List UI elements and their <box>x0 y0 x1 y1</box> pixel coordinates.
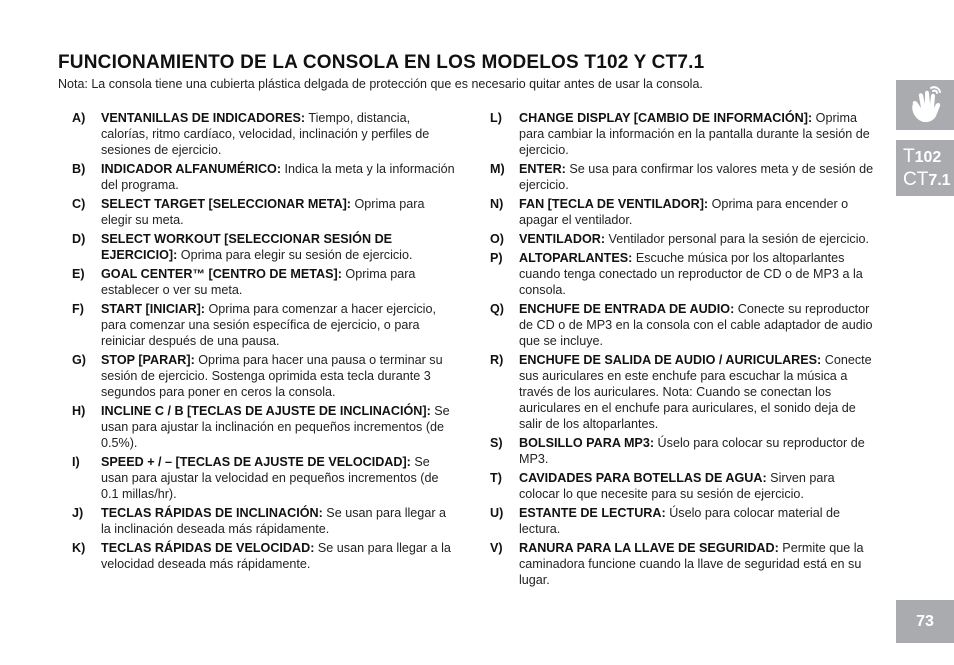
item-letter: K) <box>72 541 86 555</box>
item-label: VENTILADOR: <box>519 232 606 246</box>
item-letter: V) <box>490 541 503 555</box>
list-item <box>490 250 874 298</box>
item-letter: S) <box>490 436 503 450</box>
item-letter: J) <box>72 506 84 520</box>
item-text: Se usan para llegar a la velocidad deseada más rápidamente. <box>101 541 451 571</box>
model-badge <box>896 140 954 196</box>
item-label: INDICADOR ALFANUMÉRICO: <box>101 162 282 176</box>
list-item <box>72 161 456 193</box>
item-letter: U) <box>490 506 504 520</box>
item-label: INCLINE C / B [TECLAS DE AJUSTE DE INCLINACIÓN]: <box>101 404 431 418</box>
item-text: Se usan para ajustar la velocidad en pequeños incrementos (de 0.1 millas/hr). <box>101 455 439 501</box>
item-text: Conecte su reproductor de CD o de MP3 en la consola con el cable adaptador de audio que se incluye. <box>519 302 873 348</box>
item-letter: C) <box>72 197 86 211</box>
model-prefix: T <box>903 146 915 167</box>
item-letter: O) <box>490 232 504 246</box>
right-column <box>490 110 874 591</box>
left-column <box>72 110 456 575</box>
list-item <box>72 196 456 228</box>
item-label: ENCHUFE DE SALIDA DE AUDIO / AURICULARES: <box>519 353 822 367</box>
item-label: ESTANTE DE LECTURA: <box>519 506 666 520</box>
item-letter: G) <box>72 353 86 367</box>
item-text: Escuche música por los altoparlantes cuando tenga conectado un reproductor de CD o de MP3 a la consola. <box>519 251 863 297</box>
page-title: FUNCIONAMIENTO DE LA CONSOLA EN LOS MODELOS T102 Y CT7.1 <box>58 52 705 73</box>
item-text: Oprima para encender o apagar el ventilador. <box>519 197 849 227</box>
hand-pointer-icon <box>905 84 945 126</box>
item-letter: H) <box>72 404 86 418</box>
list-item <box>72 110 456 158</box>
item-text: Se usa para confirmar los valores meta y de sesión de ejercicio. <box>519 162 874 192</box>
item-label: FAN [TECLA DE VENTILADOR]: <box>519 197 709 211</box>
item-letter: D) <box>72 232 86 246</box>
item-text: Oprima para comenzar a hacer ejercicio, para comenzar una sesión específica de ejercicio, o para reiniciar después de una pausa. <box>101 302 436 348</box>
list-item <box>72 231 456 263</box>
model-prefix: CT <box>903 169 929 190</box>
list-item <box>72 454 456 502</box>
list-item <box>490 470 874 502</box>
item-text: Oprima para cambiar la información en la pantalla durante la sesión de ejercicio. <box>519 111 870 157</box>
item-letter: E) <box>72 267 85 281</box>
item-letter: R) <box>490 353 504 367</box>
item-label: SELECT WORKOUT [SELECCIONAR SESIÓN DE EJERCICIO]: <box>101 232 393 262</box>
item-letter: F) <box>72 302 84 316</box>
item-text: Oprima para establecer o ver su meta. <box>101 267 416 297</box>
item-label: SPEED + / – [TECLAS DE AJUSTE DE VELOCIDAD]: <box>101 455 411 469</box>
list-item <box>490 301 874 349</box>
item-letter: A) <box>72 111 86 125</box>
item-letter: P) <box>490 251 503 265</box>
item-letter: Q) <box>490 302 504 316</box>
model-number: 7.1 <box>928 172 951 189</box>
item-label: STOP [PARAR]: <box>101 353 195 367</box>
model-line-t102 <box>903 146 941 169</box>
list-item <box>490 161 874 193</box>
item-label: ENCHUFE DE ENTRADA DE AUDIO: <box>519 302 735 316</box>
page-number: 73 <box>896 600 954 643</box>
item-label: START [INICIAR]: <box>101 302 205 316</box>
item-label: CAVIDADES PARA BOTELLAS DE AGUA: <box>519 471 767 485</box>
item-letter: I) <box>72 455 80 469</box>
item-label: CHANGE DISPLAY [CAMBIO DE INFORMACIÓN]: <box>519 111 813 125</box>
item-text: Úselo para colocar material de lectura. <box>519 506 840 536</box>
item-label: ALTOPARLANTES: <box>519 251 633 265</box>
item-label: VENTANILLAS DE INDICADORES: <box>101 111 306 125</box>
item-label: RANURA PARA LA LLAVE DE SEGURIDAD: <box>519 541 779 555</box>
item-letter: T) <box>490 471 502 485</box>
console-note: Nota: La consola tiene una cubierta plástica delgada de protección que es necesario quitar antes de usar la consola. <box>58 77 703 91</box>
item-letter: M) <box>490 162 505 176</box>
model-number: 102 <box>914 149 942 166</box>
list-item <box>490 110 874 158</box>
item-label: BOLSILLO PARA MP3: <box>519 436 655 450</box>
item-label: GOAL CENTER™ [CENTRO DE METAS]: <box>101 267 342 281</box>
item-text: Se usan para llegar a la inclinación deseada más rápidamente. <box>101 506 447 536</box>
item-label: TECLAS RÁPIDAS DE VELOCIDAD: <box>101 541 315 555</box>
list-item <box>490 435 874 467</box>
item-text: Se usan para ajustar la inclinación en pequeños incrementos (de 0.5%). <box>101 404 450 450</box>
item-text: Oprima para elegir su meta. <box>101 197 425 227</box>
list-item <box>72 266 456 298</box>
list-item <box>490 196 874 228</box>
item-text: Permite que la caminadora funcione cuando la llave de seguridad está en su lugar. <box>519 541 864 587</box>
item-text: Conecte sus auriculares en este enchufe para escuchar la música a través de los auriculares. Nota: Cuando se conectan los auriculares en el enchufe para auriculares, el sonido deja de salir de los altoparlantes. <box>519 353 872 431</box>
item-text: Tiempo, distancia, calorías, ritmo cardíaco, velocidad, inclinación y perfiles de sesiones de ejercicio. <box>101 111 430 157</box>
list-item <box>72 505 456 537</box>
item-label: SELECT TARGET [SELECCIONAR META]: <box>101 197 351 211</box>
item-text: Indica la meta y la información del programa. <box>101 162 455 192</box>
item-text: Oprima para hacer una pausa o terminar su sesión de ejercicio. Sostenga oprimida esta tecla durante 3 segundos para poner en ceros la consola. <box>101 353 443 399</box>
model-line-ct71 <box>903 169 951 192</box>
item-text: Oprima para elegir su sesión de ejercicio. <box>177 248 413 262</box>
list-item <box>490 231 874 247</box>
item-text: Úselo para colocar su reproductor de MP3. <box>519 436 865 466</box>
list-item <box>72 352 456 400</box>
item-text: Sirven para colocar lo que necesite para su sesión de ejercicio. <box>519 471 835 501</box>
item-label: ENTER: <box>519 162 566 176</box>
list-item <box>490 540 874 588</box>
sidebar-icon-tab <box>896 80 954 130</box>
item-text: Ventilador personal para la sesión de ejercicio. <box>605 232 869 246</box>
item-letter: L) <box>490 111 502 125</box>
item-letter: N) <box>490 197 504 211</box>
list-item <box>72 540 456 572</box>
list-item <box>490 505 874 537</box>
item-letter: B) <box>72 162 86 176</box>
list-item <box>490 352 874 432</box>
item-label: TECLAS RÁPIDAS DE INCLINACIÓN: <box>101 506 323 520</box>
list-item <box>72 301 456 349</box>
list-item <box>72 403 456 451</box>
